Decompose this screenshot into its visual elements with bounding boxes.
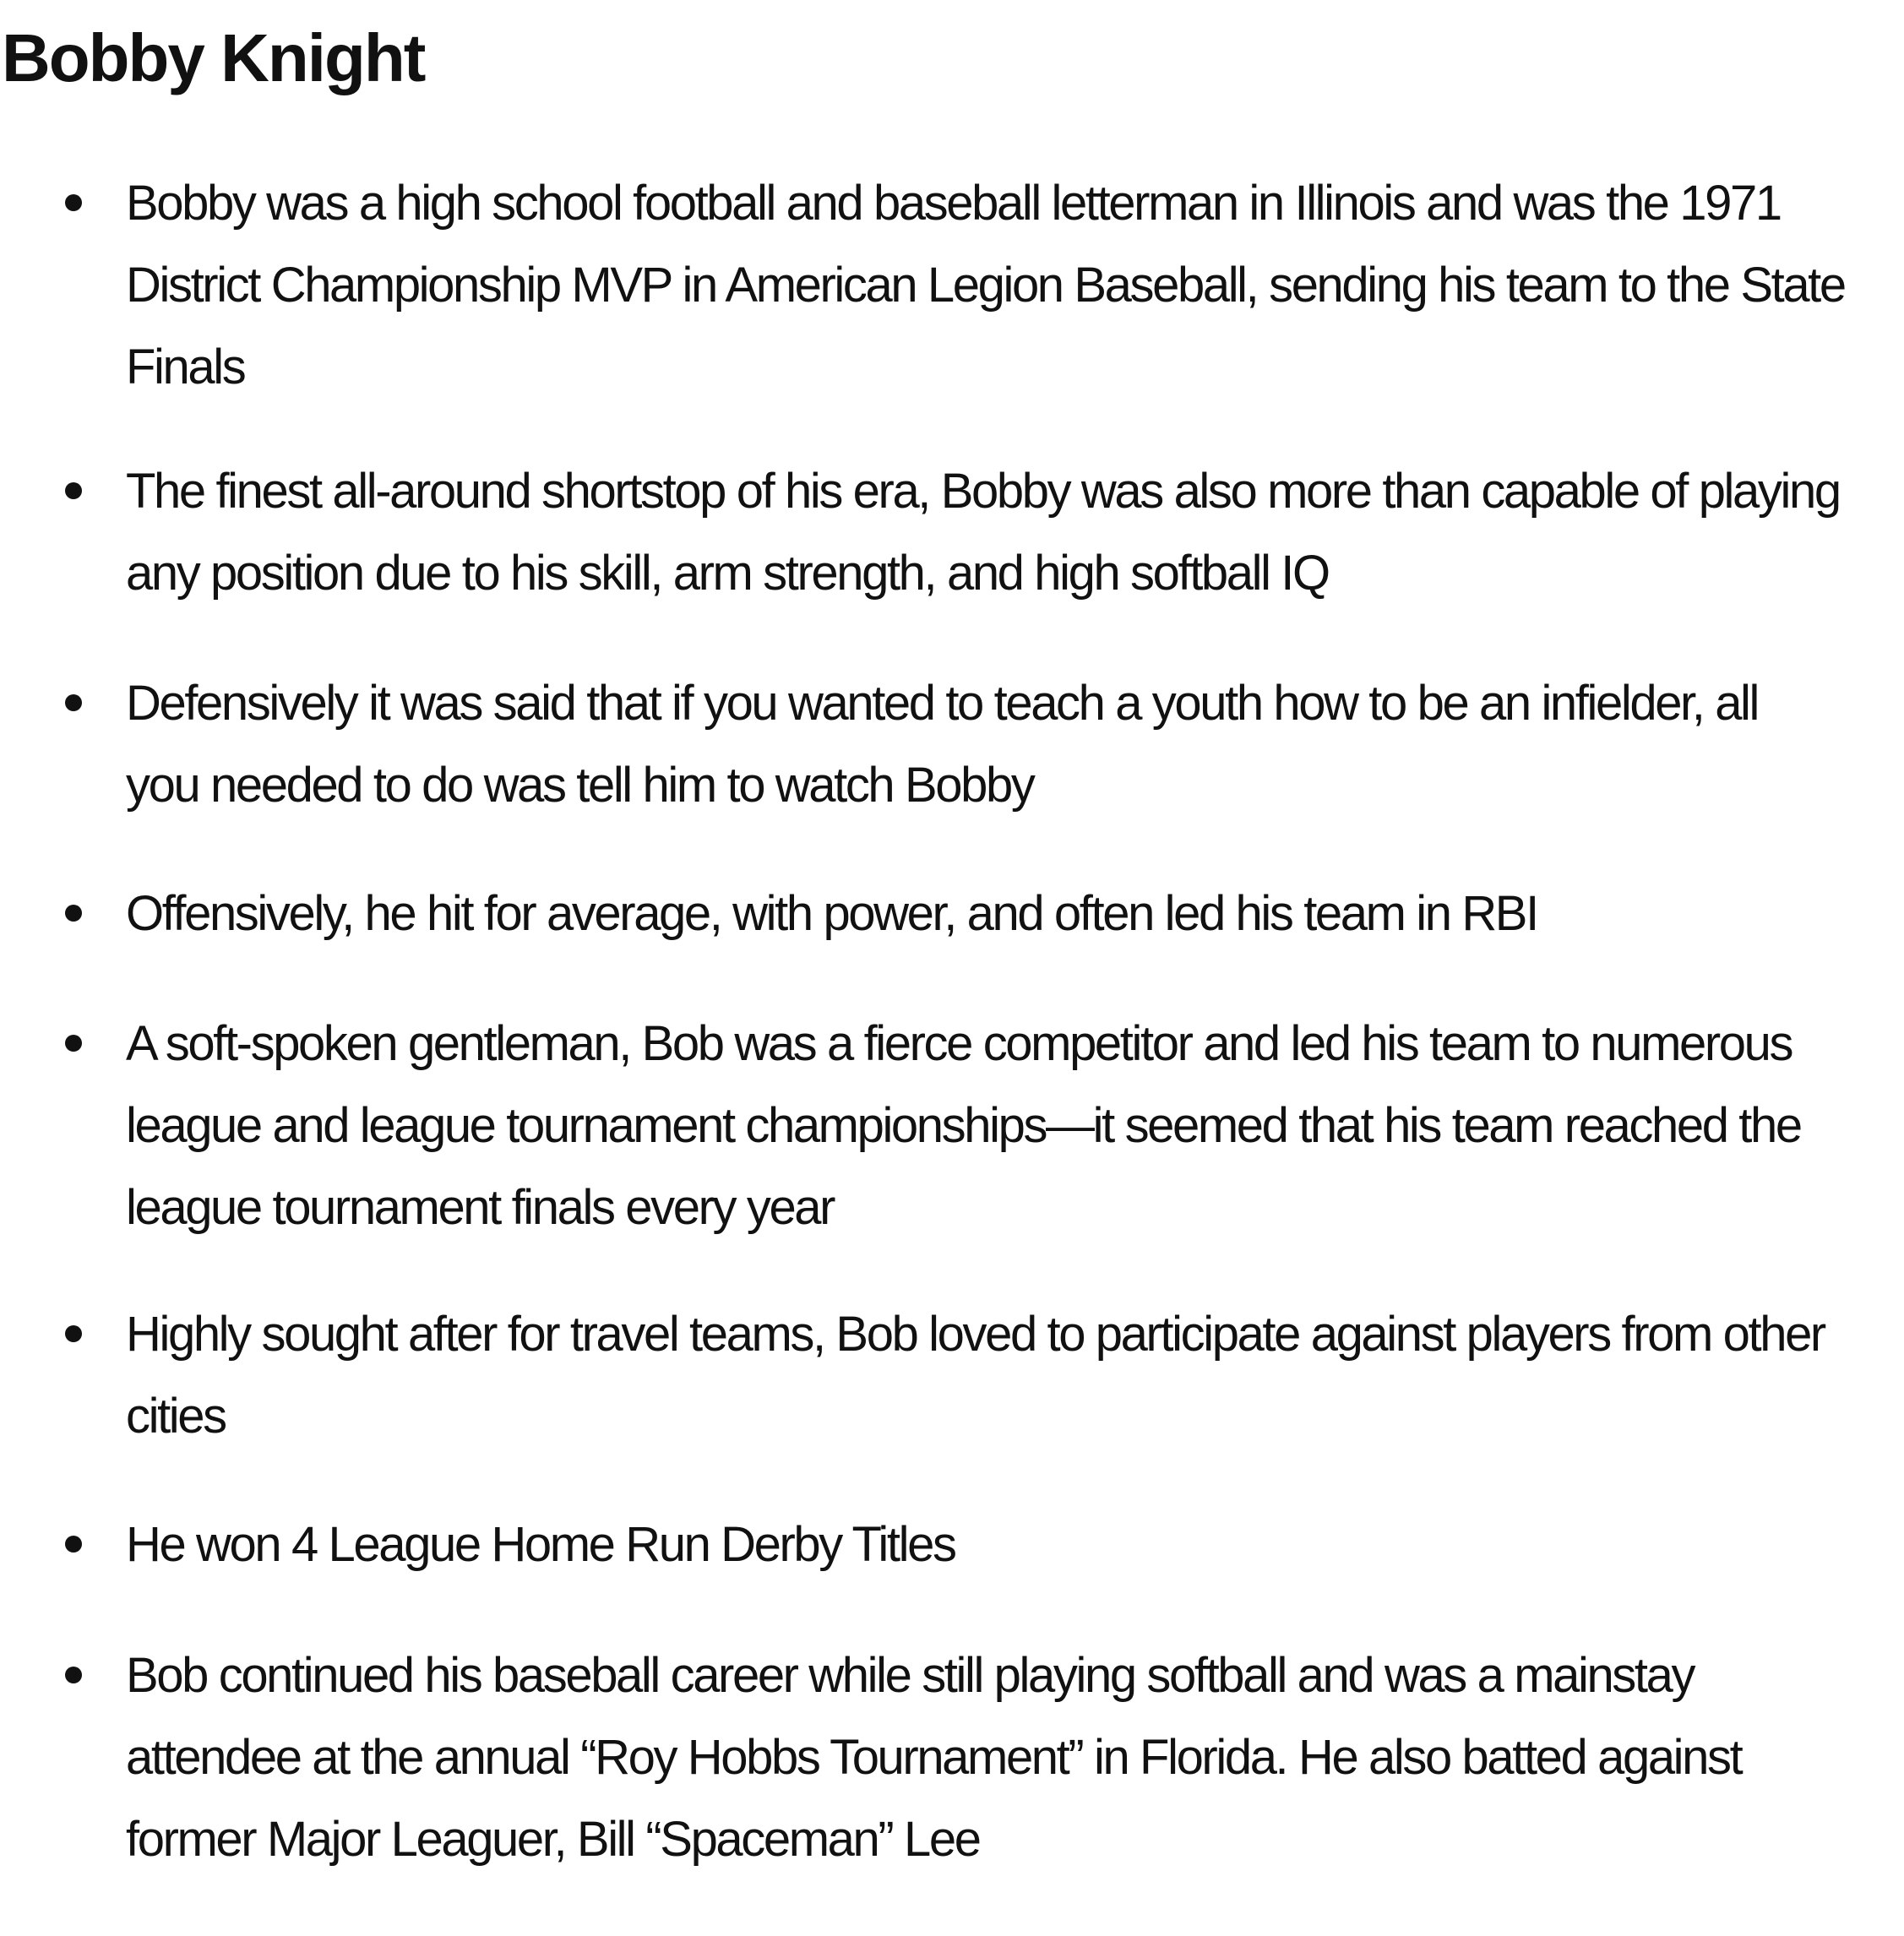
bullet-text [126, 873, 1883, 954]
bullet-text [126, 1504, 1883, 1585]
bullet-line: former Major Leaguer, Bill “Spaceman” Lee [126, 1812, 980, 1867]
bullet-line: league tournament finals every year [126, 1180, 835, 1235]
bullet-line: Defensively it was said that if you wanted to teach a youth how to be an infielder, all [126, 676, 1759, 731]
bullet-line: attendee at the annual “Roy Hobbs Tournament” in Florida. He also batted against [126, 1730, 1742, 1785]
bullet-icon [65, 905, 82, 922]
bullet-line: league and league tournament championships—it seemed that his team reached the [126, 1098, 1801, 1153]
bullet-text [126, 1634, 1883, 1880]
bullet-icon [65, 1667, 82, 1683]
bullet-icon [65, 1325, 82, 1342]
bullet-icon [65, 1035, 82, 1052]
bullet-line: Finals [126, 340, 245, 394]
bullet-line: He won 4 League Home Run Derby Titles [126, 1517, 955, 1572]
bullet-line: cities [126, 1389, 226, 1444]
bullet-text [126, 1293, 1883, 1457]
bullet-text [126, 662, 1883, 826]
bullet-line: Highly sought after for travel teams, Bob loved to participate against players from other [126, 1307, 1825, 1362]
bullet-icon [65, 482, 82, 499]
bullet-text [126, 162, 1883, 408]
bullet-line: A soft-spoken gentleman, Bob was a fierce competitor and led his team to numerous [126, 1016, 1792, 1071]
bullet-icon [65, 694, 82, 711]
bullet-icon [65, 1536, 82, 1553]
bullet-line: Offensively, he hit for average, with power, and often led his team in RBI [126, 886, 1537, 941]
bullet-text [126, 450, 1883, 614]
bullet-line: District Championship MVP in American Legion Baseball, sending his team to the State [126, 258, 1845, 313]
bullet-line: Bob continued his baseball career while still playing softball and was a mainstay [126, 1648, 1695, 1703]
bullet-line: any position due to his skill, arm strength, and high softball IQ [126, 546, 1329, 601]
bullet-icon [65, 194, 82, 211]
bullet-text [126, 1003, 1883, 1248]
bullet-line: Bobby was a high school football and baseball letterman in Illinois and was the 1971 [126, 176, 1781, 231]
page-title: Bobby Knight [2, 20, 425, 95]
bullet-line: The finest all-around shortstop of his era, Bobby was also more than capable of playing [126, 464, 1840, 519]
bullet-line: you needed to do was tell him to watch Bobby [126, 758, 1034, 813]
